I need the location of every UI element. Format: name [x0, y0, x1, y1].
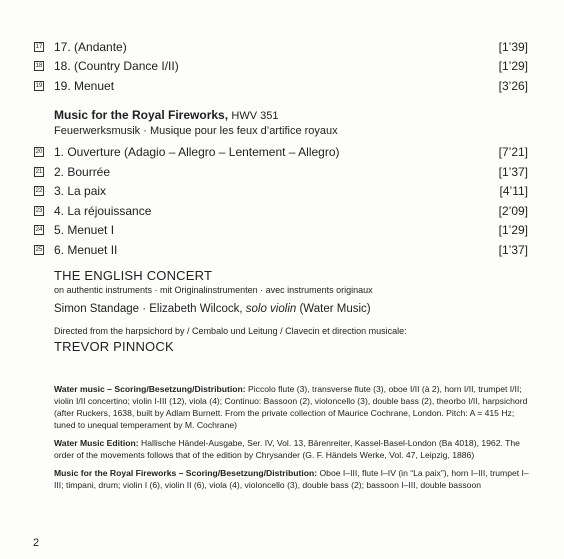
- track-title: 19. Menuet: [54, 78, 115, 93]
- track-row: [34, 182, 528, 202]
- track-group-fireworks: [34, 143, 528, 260]
- track-duration: [1’37]: [498, 164, 528, 179]
- track-title: 1. Ouverture (Adagio – Allegro – Lentement – Allegro): [54, 145, 340, 160]
- soloists-role: solo violin: [245, 303, 297, 315]
- soloists-names: Simon Standage · Elizabeth Wilcock,: [54, 303, 243, 315]
- track-row: [34, 143, 528, 163]
- soloists-note: (Water Music): [299, 303, 371, 315]
- track-duration: [4’11]: [499, 184, 528, 199]
- scoring-note-heading: Music for the Royal Fireworks – Scoring/Besetzung/Distribution:: [54, 468, 318, 478]
- track-number-box: 18: [35, 63, 43, 70]
- track-number-box: 21: [35, 168, 43, 175]
- track-title: 2. Bourrée: [54, 164, 111, 179]
- work-catalog-number: HWV 351: [231, 109, 279, 122]
- track-title: 3. La paix: [54, 184, 107, 199]
- track-row: [34, 240, 528, 260]
- track-number-box: 17: [35, 43, 43, 50]
- track-duration: [7’21]: [498, 145, 528, 160]
- track-group-water-music: [34, 37, 528, 96]
- track-duration: [1’29]: [498, 223, 528, 238]
- scoring-notes: [54, 383, 532, 497]
- track-number-box: 20: [35, 149, 43, 156]
- work-title: [54, 108, 528, 122]
- scoring-note: [54, 383, 532, 431]
- performer-credits: [54, 268, 534, 354]
- scoring-note-heading: Water Music Edition:: [54, 438, 139, 448]
- ensemble-subtitle: on authentic instruments · mit Originalinstrumenten · avec instruments originaux: [54, 285, 373, 295]
- track-row: [34, 57, 528, 77]
- track-title: 6. Menuet II: [54, 242, 118, 257]
- track-duration: [2’09]: [498, 203, 528, 218]
- track-row: [34, 221, 528, 241]
- scoring-note: [54, 437, 532, 461]
- track-number-box: 22: [35, 188, 43, 195]
- track-number-box: 24: [35, 227, 43, 234]
- track-list: [34, 37, 528, 260]
- soloists: [54, 303, 534, 315]
- scoring-note-heading: Water music – Scoring/Besetzung/Distribution:: [54, 384, 246, 394]
- track-duration: [3’26]: [498, 78, 528, 93]
- track-duration: [1’29]: [498, 59, 528, 74]
- track-number-box: 25: [35, 246, 43, 253]
- work-subtitle: Feuerwerksmusik · Musique pour les feux d’artifice royaux: [54, 124, 338, 137]
- scoring-note-text: Piccolo flute (3), transverse flute (3), oboe I/II (à 2), horn I/II, trumpet I/II; violin I/II concertino; violin I-III (12), viola (4); Continuo: Bassoon (2), violoncello (3), double bass (2), theorbo I/II, harpsichord (after Ruckers, 1638, built by Adlam Burnett. From the private collection of Maurice Cochrane, London. Pitch: A = 415 Hz; tuned to unequal temperament by M. Cochrane): [54, 384, 528, 430]
- track-title: 5. Menuet I: [54, 223, 115, 238]
- directed-by-label: Directed from the harpsichord by / Cembalo und Leitung / Clavecin et direction musicale:: [54, 326, 407, 336]
- track-row: [34, 162, 528, 182]
- track-title: 18. (Country Dance I/II): [54, 59, 179, 74]
- track-number-box: 23: [35, 207, 43, 214]
- track-row: [34, 37, 528, 57]
- conductor-name: TREVOR PINNOCK: [54, 339, 174, 354]
- ensemble-name: THE ENGLISH CONCERT: [54, 268, 213, 283]
- work-header: [54, 108, 528, 137]
- track-number-box: 19: [35, 82, 43, 89]
- scoring-note-text: Oboe I–III, flute I–IV (in “La paix”), horn I–III, trumpet I–III; timpani, drum; violin I (6), violin II (6), viola (4), violoncello (3), double bass (2); bassoon I–III, double bassoon: [54, 468, 529, 490]
- track-title: 4. La réjouissance: [54, 203, 152, 218]
- scoring-note-text: Hallische Händel-Ausgabe, Ser. IV, Vol. 13, Bärenreiter, Kassel-Basel-London (Ba 4018), 1962. The order of the movements follows that of the edition by Chrysander (G. F. Händels Werke, Vol. 47, Leipzig, 1886): [54, 438, 520, 460]
- scoring-note: [54, 467, 532, 491]
- track-title: 17. (Andante): [54, 39, 127, 54]
- work-title-text: Music for the Royal Fireworks,: [54, 107, 229, 122]
- track-row: [34, 76, 528, 96]
- page-number: 2: [33, 537, 40, 549]
- track-duration: [1’37]: [498, 242, 528, 257]
- track-row: [34, 201, 528, 221]
- track-duration: [1’39]: [498, 39, 528, 54]
